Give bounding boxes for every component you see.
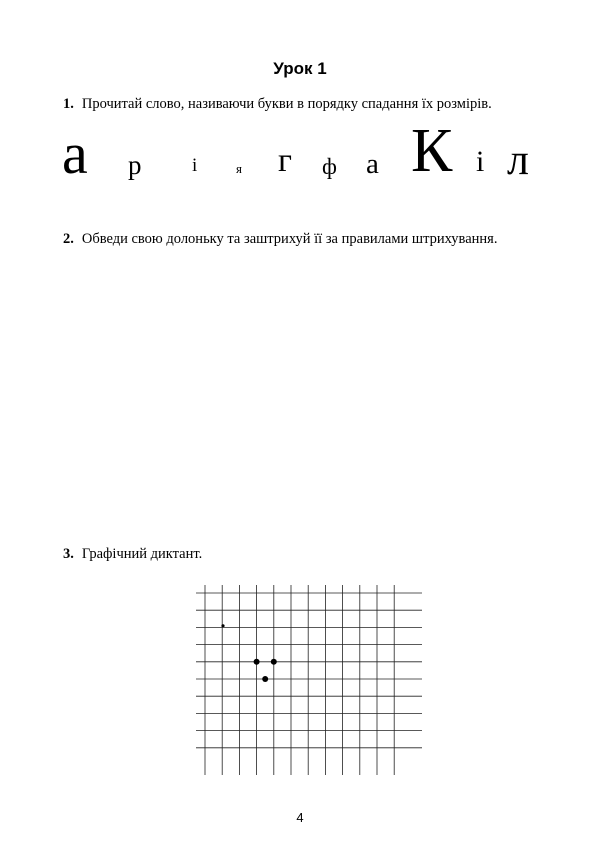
task-number: 1. (63, 96, 74, 112)
letter: я (236, 161, 242, 176)
task-2 (63, 231, 497, 248)
letter: р (128, 150, 142, 180)
letter: ф (322, 154, 337, 179)
letter: і (192, 155, 198, 176)
task-number: 2. (63, 231, 74, 247)
task-3 (63, 546, 202, 563)
grid-dot (254, 659, 260, 665)
letter: л (507, 135, 529, 184)
grid-svg (196, 585, 422, 775)
dictation-grid (196, 585, 422, 780)
grid-dot (271, 659, 277, 665)
task-number: 3. (63, 546, 74, 562)
letter: К (411, 117, 453, 185)
letter: і (476, 145, 485, 178)
grid-dot (262, 676, 268, 682)
letter: г (278, 142, 292, 179)
task-1 (63, 96, 492, 113)
letter: а (62, 121, 88, 186)
letter: а (366, 148, 379, 180)
page-title: Урок 1 (273, 59, 327, 78)
page-number: 4 (296, 810, 304, 825)
task-text: Графічний диктант. (81, 546, 203, 562)
task-text: Обведи свою долоньку та заштрихуй її за правилами штрихування. (81, 231, 498, 247)
grid-dot (221, 624, 224, 627)
task-text: Прочитай слово, називаючи букви в порядку спадання їх розмірів. (81, 96, 492, 112)
